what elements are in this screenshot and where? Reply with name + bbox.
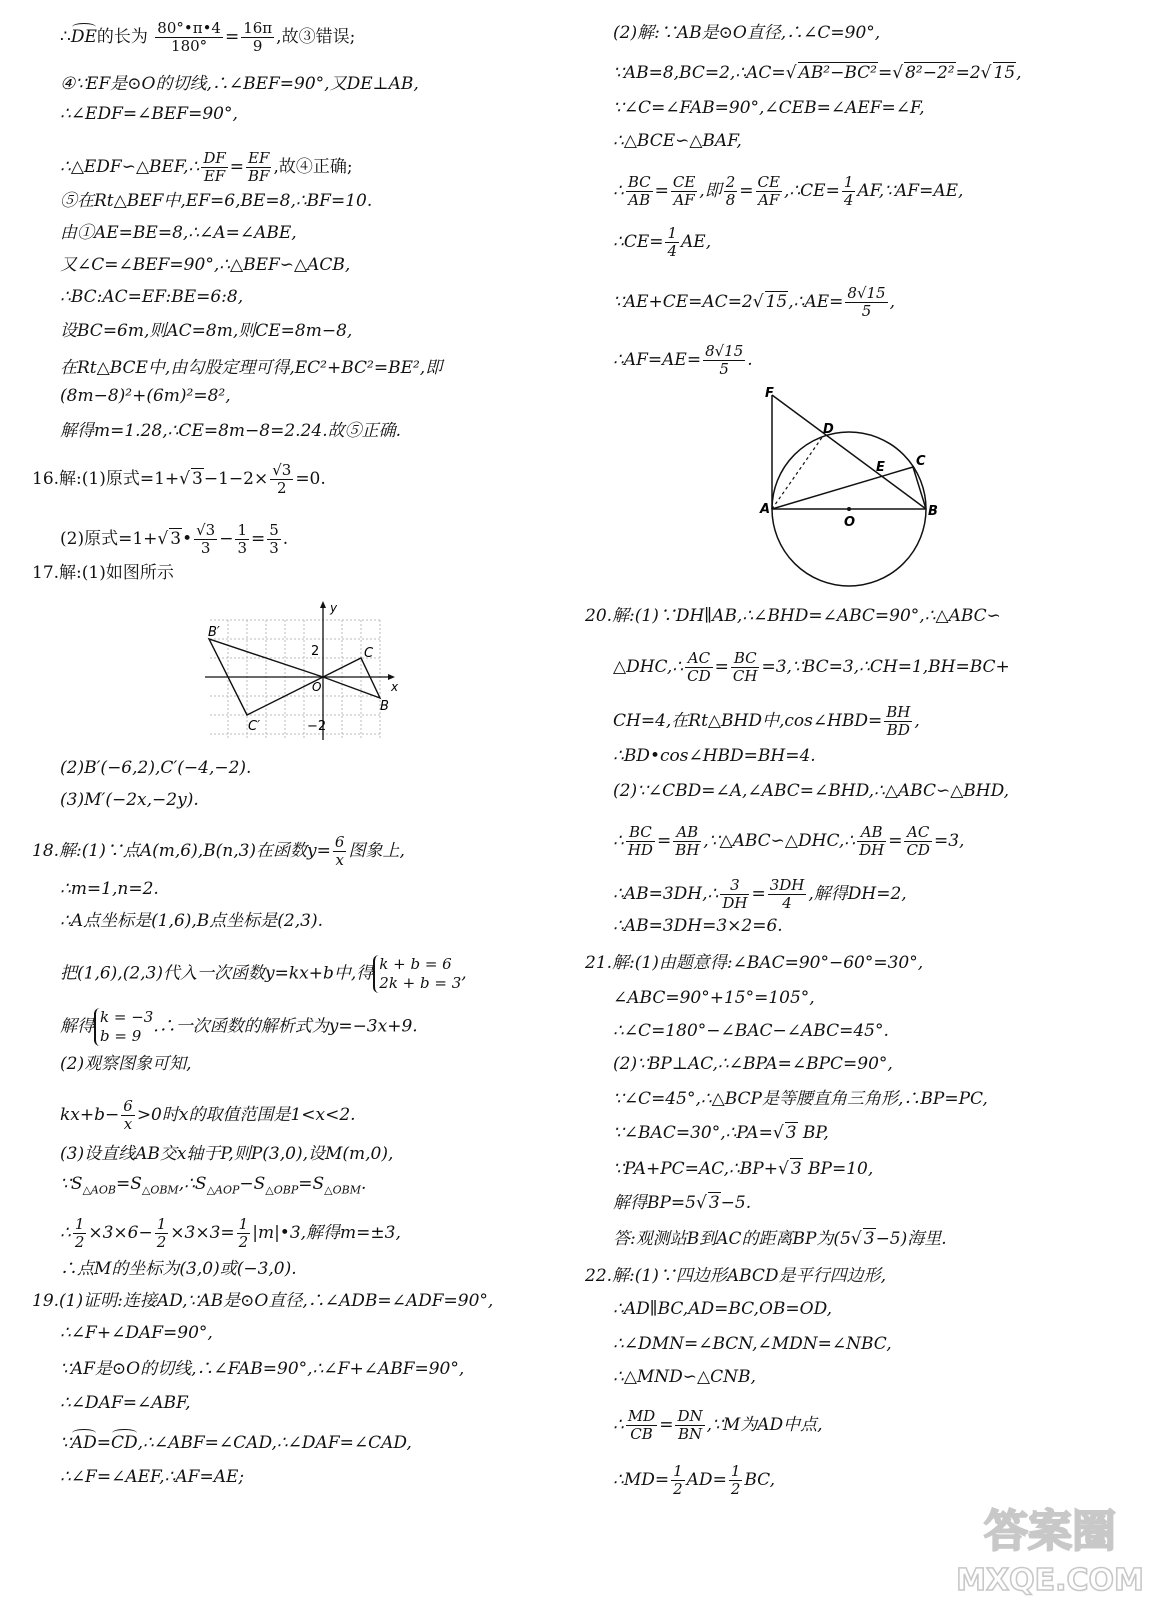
q19b-line-2: ∵AB=8,BC=2,∴AC=√ AB²−BC²=√ 8²−2²=2√ 15, xyxy=(613,63,1022,83)
q17-line-3: (3)M′(−2x,−2y). xyxy=(60,790,199,810)
q15-line-4: ∴△EDF∽△BEF,∴ $\frac{DF}{EF}$ = $\frac{EF}{BF}$ ,故④正确; xyxy=(60,149,353,185)
label-C: C xyxy=(364,646,374,661)
q19b-line-8: ∴AF=AE= $\frac{8√15}{5}$ . xyxy=(613,342,753,378)
tick-neg2: −2 xyxy=(307,719,327,734)
label-F: F xyxy=(765,386,774,401)
q22-line-2: ∴AD∥BC,AD=BC,OB=OD, xyxy=(613,1299,832,1319)
q21-line-7: ∵PA+PC=AC,∴BP+√ 3 BP=10, xyxy=(613,1159,874,1179)
label-D: D xyxy=(823,422,834,437)
q20-line-2: △DHC,∴ $\frac{AC}{CD}$ = $\frac{BC}{CH}$ =3,∵BC=3,∴CH=1,BH=BC+ xyxy=(613,649,1010,685)
q22-line-5: ∴ $\frac{MD}{CB}$ = $\frac{DN}{BN}$ ,∵M为AD中点, xyxy=(613,1407,823,1443)
tick-2: 2 xyxy=(311,644,320,659)
watermark-logo xyxy=(950,1490,1150,1598)
q18-line-1: 18.解:(1)∵点A(m,6),B(n,3)在函数y= $\frac{6}{x}$ 图象上, xyxy=(32,833,405,869)
q18-line-6: (2)观察图象可知, xyxy=(60,1054,192,1074)
triangle-OBC xyxy=(323,658,380,698)
q22-line-4: ∴△MND∽△CNB, xyxy=(613,1367,756,1387)
q20-line-7: ∴AB=3DH,∴ $\frac{3}{DH}$ = $\frac{3DH}{4}$ ,解得DH=2, xyxy=(613,876,907,912)
q18-line-4: 把(1,6),(2,3)代入一次函数y=kx+b中,得 k + b = 6 2k + b = 3 , xyxy=(60,955,467,992)
label-B: B xyxy=(928,504,938,519)
label-O: O xyxy=(844,515,856,530)
label-B: B xyxy=(380,699,389,714)
q19b-line-6: ∴CE= $\frac{1}{4}$ AE, xyxy=(613,224,712,260)
q15-line-1: ∴DE的长为 $\frac{80^\circ•\pi•4}{180^\circ}$ = $\frac{16\pi}{9}$ ,故③错误; xyxy=(60,19,356,55)
q21-line-3: ∴∠C=180°−∠BAC−∠ABC=45°. xyxy=(613,1021,889,1041)
q15-line-11: (8m−8)²+(6m)²=8², xyxy=(60,386,231,406)
q19b-line-7: ∵AE+CE=AC=2√ 15,∴AE= $\frac{8√15}{5}$ , xyxy=(613,284,896,320)
label-Bp: B′ xyxy=(208,625,220,640)
label-y: y xyxy=(330,601,338,615)
q16-line-1: 16.解:(1)原式=1+√ 3−1−2× $\frac{√3}{2}$ =0. xyxy=(32,461,326,497)
q17-line-1: 17.解:(1)如图所示 xyxy=(32,563,174,583)
q15-line-3: ∴∠EDF=∠BEF=90°, xyxy=(60,104,238,124)
q15-line-6: 由①AE=BE=8,∴∠A=∠ABE, xyxy=(60,223,297,243)
q21-line-6: ∵∠BAC=30°,∴PA=√ 3 BP, xyxy=(613,1123,829,1143)
q15-line-7: 又∠C=∠BEF=90°,∴△BEF∽△ACB, xyxy=(60,255,351,275)
q15-line-5: ⑤在Rt△BEF中,EF=6,BE=8,∴BF=10. xyxy=(60,191,373,211)
q22-line-1: 22.解:(1)∵四边形ABCD是平行四边形, xyxy=(585,1266,886,1286)
label-E: E xyxy=(876,460,885,475)
q20-line-1: 20.解:(1)∵DH∥AB,∴∠BHD=∠ABC=90°,∴△ABC∽ xyxy=(585,606,1001,626)
label-x: x xyxy=(391,680,399,694)
q15-line-2: ④∵EF是⊙O的切线,∴∠BEF=90°,又DE⊥AB, xyxy=(60,74,419,94)
q19-line-2: ∴∠F+∠DAF=90°, xyxy=(60,1323,213,1343)
q18-line-3: ∴A点坐标是(1,6),B点坐标是(2,3). xyxy=(60,911,323,931)
q17-coordinate-figure xyxy=(200,600,410,750)
label-C: C xyxy=(916,454,926,469)
q21-line-4: (2)∵BP⊥AC,∴∠BPA=∠BPC=90°, xyxy=(613,1054,893,1074)
chord-AC xyxy=(772,467,913,509)
q21-line-1: 21.解:(1)由题意得:∠BAC=90°−60°=30°, xyxy=(585,953,924,973)
q19b-line-4: ∴△BCE∽△BAF, xyxy=(613,131,742,151)
line-FB xyxy=(772,395,926,509)
q19-line-1: 19.(1)证明:连接AD,∵AB是⊙O直径,∴∠ADB=∠ADF=90°, xyxy=(32,1291,494,1311)
q19b-line-1: (2)解:∵AB是⊙O直径,∴∠C=90°, xyxy=(613,23,881,43)
q18-line-7: kx+b− $\frac{6}{x}$ >0时x的取值范围是1<x<2. xyxy=(60,1097,356,1133)
q19-line-4: ∴∠DAF=∠ABF, xyxy=(60,1393,191,1413)
q20-line-6: ∴ $\frac{BC}{HD}$ = $\frac{AB}{BH}$ ,∵△ABC∽△DHC,∴ $\frac{AB}{DH}$ = $\frac{AC}{CD}$ =3, xyxy=(613,823,965,859)
q18-line-9: $\because S_{\triangle AOB}=S_{\triangle OBM},\therefore S_{\triangle AOP}-S_{\triangle OBP}=S_{\triangle OBM}$. xyxy=(60,1174,367,1197)
chord-CB xyxy=(913,467,926,509)
q22-line-3: ∴∠DMN=∠BCN,∠MDN=∠NBC, xyxy=(613,1334,892,1354)
q19-circle-figure xyxy=(760,385,938,595)
q21-line-9: 答:观测站B到AC的距离BP为(5√ 3−5)海里. xyxy=(613,1229,947,1249)
q18-line-5: 解得 k = −3 b = 9 .∴一次函数的解析式为y=−3x+9. xyxy=(60,1008,418,1045)
q18-line-10: ∴ $\frac{1}{2}$ ×3×6− $\frac{1}{2}$ ×3×3= $\frac{1}{2}$ |m|•3,解得m=±3, xyxy=(60,1215,401,1251)
q21-line-2: ∠ABC=90°+15°=105°, xyxy=(613,988,815,1008)
q19-line-5: ∵AD=CD,∴∠ABF=∠CAD,∴∠DAF=∠CAD, xyxy=(60,1433,412,1453)
q21-line-5: ∵∠C=45°,∴△BCP是等腰直角三角形,∴BP=PC, xyxy=(613,1089,988,1109)
q19b-line-3: ∵∠C=∠FAB=90°,∠CEB=∠AEF=∠F, xyxy=(613,98,925,118)
q18-line-8: (3)设直线AB交x轴于P,则P(3,0),设M(m,0), xyxy=(60,1144,394,1164)
q20-line-8: ∴AB=3DH=3×2=6. xyxy=(613,916,783,936)
q20-line-3: CH=4,在Rt△BHD中,cos∠HBD= $\frac{BH}{BD}$ , xyxy=(613,703,920,739)
q15-line-8: ∴BC:AC=EF:BE=6:8, xyxy=(60,287,244,307)
label-A: A xyxy=(760,502,771,517)
q20-line-4: ∴BD•cos∠HBD=BH=4. xyxy=(613,746,816,766)
label-Cp: C′ xyxy=(248,719,261,734)
dashed-AD xyxy=(772,436,823,509)
q20-line-5: (2)∵∠CBD=∠A,∠ABC=∠BHD,∴△ABC∽△BHD, xyxy=(613,781,1010,801)
q16-line-2: (2)原式=1+√ 3• $\frac{√3}{3}$ − $\frac{1}{3}$ = $\frac{5}{3}$ . xyxy=(60,521,289,557)
label-O: O xyxy=(312,680,322,694)
q22-line-6: ∴MD= $\frac{1}{2}$ AD= $\frac{1}{2}$ BC, xyxy=(613,1462,775,1498)
q17-line-2: (2)B′(−6,2),C′(−4,−2). xyxy=(60,758,252,778)
q15-line-9: 设BC=6m,则AC=8m,则CE=8m−8, xyxy=(60,321,353,341)
q21-line-8: 解得BP=5√ 3−5. xyxy=(613,1193,752,1213)
q19b-line-5: ∴ $\frac{BC}{AB}$ = $\frac{CE}{AF}$ ,即 $\frac{2}{8}$ = $\frac{CE}{AF}$ ,∴CE= $\frac{1}{4}$ AF,∵AF=AE, xyxy=(613,173,964,209)
q18-line-11: ∴点M的坐标为(3,0)或(−3,0). xyxy=(60,1259,297,1279)
watermark-url: MXQE.COM xyxy=(956,1563,1144,1598)
q18-line-2: ∴m=1,n=2. xyxy=(60,879,159,899)
q19-line-3: ∵AF是⊙O的切线,∴∠FAB=90°,∴∠F+∠ABF=90°, xyxy=(60,1359,465,1379)
q15-line-10: 在Rt△BCE中,由勾股定理可得,EC²+BC²=BE²,即 xyxy=(60,358,443,378)
q15-line-12: 解得m=1.28,∴CE=8m−8=2.24.故⑤正确. xyxy=(60,421,401,441)
watermark-title: 答案圈 xyxy=(984,1506,1116,1557)
q19-line-6: ∴∠F=∠AEF,∴AF=AE; xyxy=(60,1467,245,1487)
